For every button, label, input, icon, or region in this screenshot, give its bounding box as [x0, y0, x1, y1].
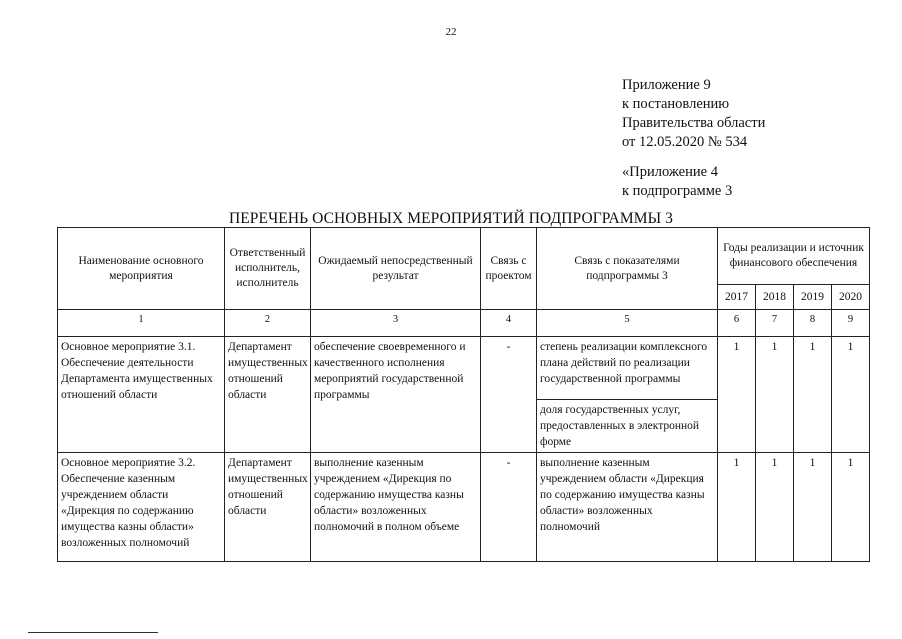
measure-result: выполнение казенным учреждением «Дирекция по содержанию имущества казны области» возложенных полномочий в полном объеме: [311, 453, 481, 562]
column-number: 1: [58, 310, 225, 337]
year-value: 1: [756, 337, 794, 453]
header-measure-name: Наименование основного мероприятия: [58, 228, 225, 310]
year-value: 1: [832, 337, 870, 453]
measure-indicator: выполнение казенным учреждением области «Дирекция по содержанию имущества казны области» возложенных полномочий: [537, 453, 718, 562]
year-value: 1: [756, 453, 794, 562]
measure-indicator: степень реализации комплексного плана действий по реализации государственной программы: [537, 337, 718, 400]
appendix-line: к постановлению: [622, 96, 730, 112]
header-indicators-link: Связь с показателями подпрограммы 3: [537, 228, 718, 310]
appendix-line: от 12.05.2020 № 534: [622, 134, 748, 150]
footnote-divider: [28, 632, 158, 633]
header-year: 2020: [832, 285, 870, 310]
header-year: 2018: [756, 285, 794, 310]
column-number: 5: [537, 310, 718, 337]
header-executor: Ответственный исполнитель, исполнитель: [225, 228, 311, 310]
column-number: 3: [311, 310, 481, 337]
year-value: 1: [832, 453, 870, 562]
measure-result: обеспечение своевременного и качественного исполнения мероприятий государственной программы: [311, 337, 481, 453]
appendix-line: «Приложение 4: [622, 164, 718, 180]
column-number: 4: [481, 310, 537, 337]
header-project-link: Связь с проектом: [481, 228, 537, 310]
column-number-row: [58, 310, 870, 337]
year-value: 1: [794, 453, 832, 562]
appendix-block: [622, 76, 765, 201]
header-year: 2019: [794, 285, 832, 310]
header-years-group: Годы реализации и источник финансового обеспечения: [718, 228, 870, 285]
appendix-line: Приложение 9: [622, 77, 711, 93]
column-number: 6: [718, 310, 756, 337]
appendix-line: к подпрограмме 3: [622, 183, 733, 199]
appendix-line: Правительства области: [622, 115, 766, 131]
year-value: 1: [718, 453, 756, 562]
column-number: 2: [225, 310, 311, 337]
column-number: 8: [794, 310, 832, 337]
year-value: 1: [718, 337, 756, 453]
measure-name: Основное мероприятие 3.1. Обеспечение деятельности Департамента имущественных отношений области: [58, 337, 225, 453]
measure-project: -: [481, 337, 537, 453]
measure-name: Основное мероприятие 3.2. Обеспечение казенным учреждением области «Дирекция по содержанию имущества казны области» возложенных полномочий: [58, 453, 225, 562]
measure-executor: Департамент имущественных отношений области: [225, 453, 311, 562]
column-number: 7: [756, 310, 794, 337]
document-title: ПЕРЕЧЕНЬ ОСНОВНЫХ МЕРОПРИЯТИЙ ПОДПРОГРАММЫ 3: [228, 210, 674, 227]
measure-executor: Департамент имущественных отношений области: [225, 337, 311, 453]
page-number: 22: [445, 26, 457, 38]
year-value: 1: [794, 337, 832, 453]
header-expected-result: Ожидаемый непосредственный результат: [311, 228, 481, 310]
table-row: [58, 453, 870, 562]
measure-project: -: [481, 453, 537, 562]
table-row: [58, 337, 870, 400]
header-year: 2017: [718, 285, 756, 310]
measure-indicator: доля государственных услуг, предоставленных в электронной форме: [537, 400, 718, 453]
column-number: 9: [832, 310, 870, 337]
measures-table: [57, 227, 870, 562]
